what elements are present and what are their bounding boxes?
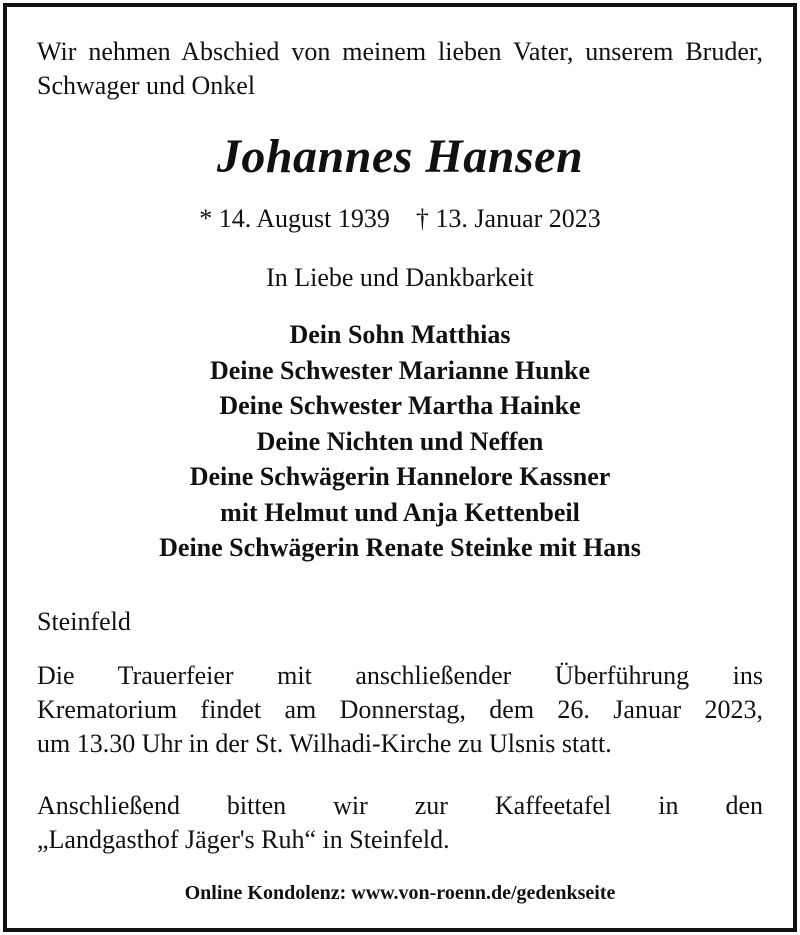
place-name: Steinfeld (37, 607, 131, 636)
ceremony-line: Die Trauerfeier mit anschließender Überführung ins (37, 661, 763, 690)
reception-line: Anschließend bitten wir zur Kaffeetafel in den (37, 791, 763, 820)
mourner-line: Deine Schwägerin Hannelore Kassner (189, 462, 611, 491)
mourners-list (37, 317, 763, 566)
online-condolence: Online Kondolenz: www.von-roenn.de/gedenkseite (184, 882, 616, 904)
death-date: † 13. Januar 2023 (415, 204, 601, 233)
mourner-line: Deine Schwester Martha Hainke (219, 391, 581, 420)
mourner-line: Deine Schwägerin Renate Steinke mit Hans (159, 533, 641, 562)
mourner-line: mit Helmut und Anja Kettenbeil (220, 497, 580, 527)
ceremony-text (37, 659, 763, 761)
mourner-line: Deine Schwester Marianne Hunke (209, 355, 591, 385)
mourner-line: Dein Sohn Matthias (289, 320, 511, 349)
life-dates (37, 202, 763, 236)
deceased-name: Johannes Hansen (216, 130, 584, 183)
notice-content (37, 7, 763, 928)
mourner-line: Deine Nichten und Neffen (256, 426, 544, 456)
birth-date: * 14. August 1939 (199, 204, 390, 233)
intro-text: Wir nehmen Abschied von meinem lieben Vater, unserem Bruder, Schwager und Onkel (37, 37, 763, 100)
notice-frame (3, 3, 797, 932)
gratitude-line: In Liebe und Dankbarkeit (266, 263, 534, 292)
ceremony-line: um 13.30 Uhr in der St. Wilhadi-Kirche zu Ulsnis statt. (37, 729, 612, 758)
reception-text (37, 789, 763, 857)
ceremony-line: Krematorium findet am Donnerstag, dem 26. Januar 2023, (37, 695, 763, 724)
reception-line: „Landgasthof Jäger's Ruh“ in Steinfeld. (37, 825, 450, 854)
